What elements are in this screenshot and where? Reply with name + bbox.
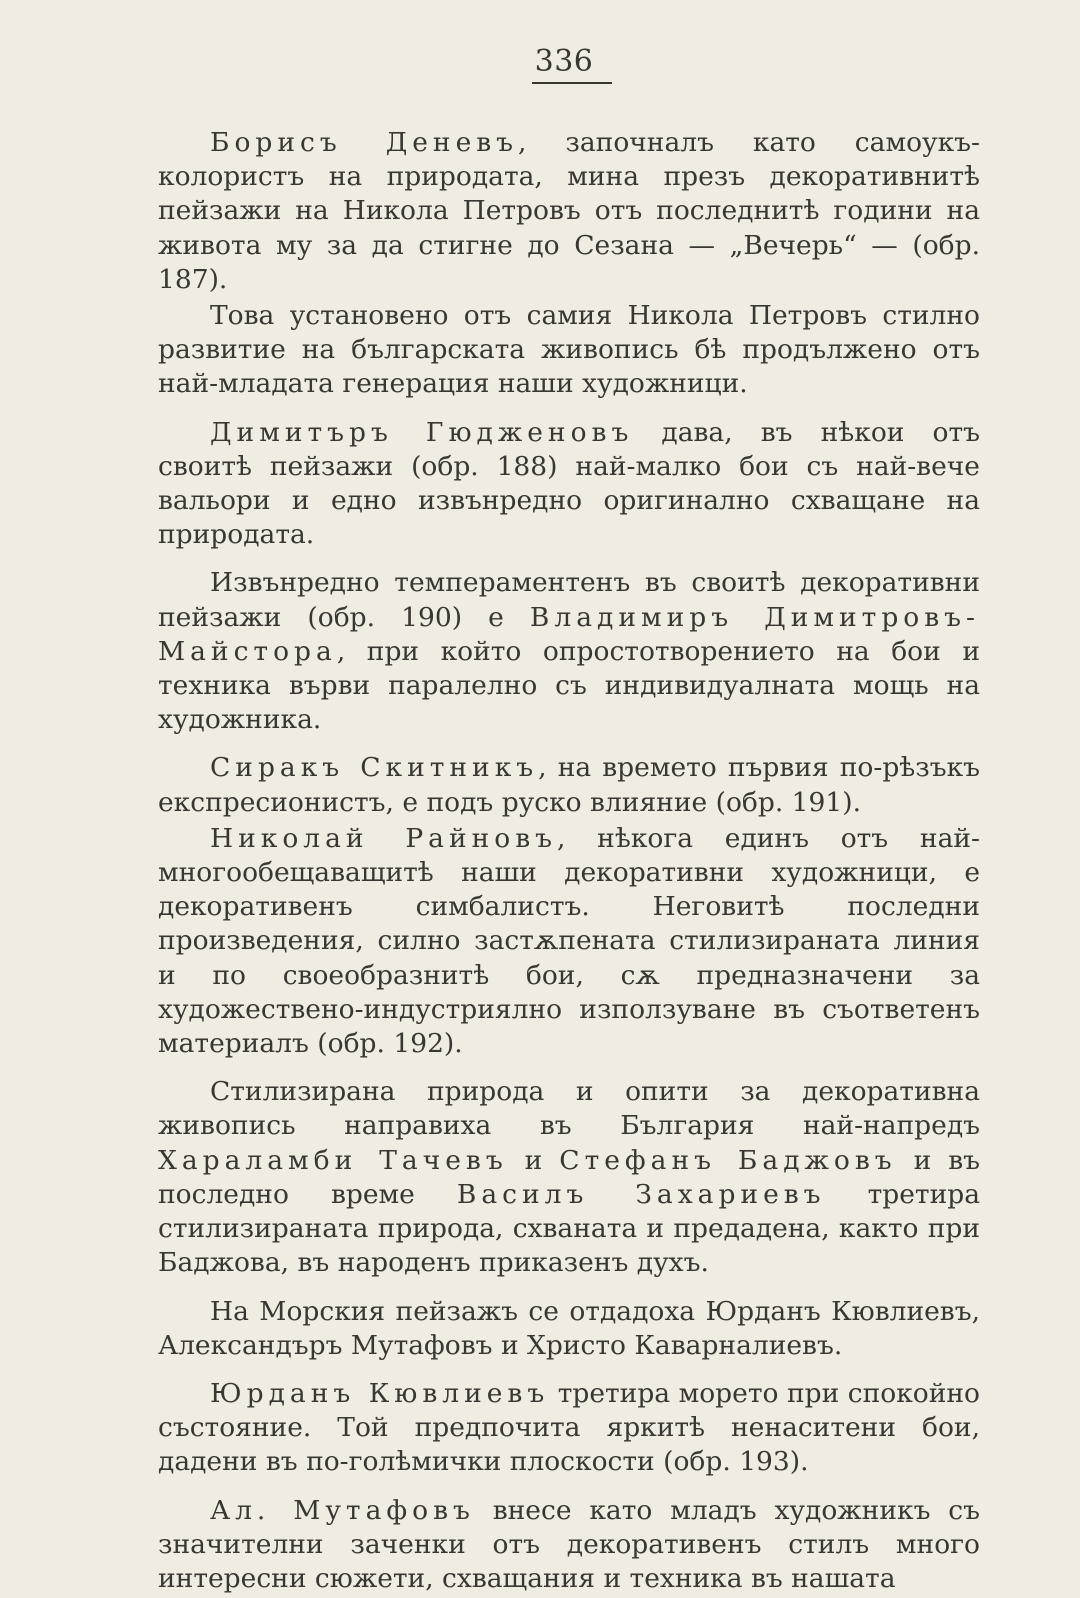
paragraph-text: , при който опростотворението на бои и техника върви паралелно съ индивидуалната мощь на художника. — [158, 635, 980, 736]
paragraph-text: третира стилизираната природа, схваната и предадена, както при Баджова, въ народенъ приказенъ духъ. — [158, 1178, 980, 1279]
paragraph-text: третира морето при спокойно състояние. Той предпочита яркитѣ ненаситени бои, дадени въ по-голѣмички плоскости (обр. 193). — [158, 1377, 980, 1478]
paragraph-text: , нѣкога единъ отъ най-многообещаващитѣ наши декоративни художници, е декоративенъ симбалистъ. Неговитѣ последни произведения, силно застѫпената стилизираната линия и по своеобразнитѣ бои, сѫ предназначени за художествено-индустриялно използуване въ съответенъ материалъ (обр. 192). — [158, 822, 980, 1060]
artist-name: Сиракъ Скитникъ — [210, 752, 539, 784]
paragraph-text: Това установено отъ самия Никола Петровъ стилно развитие на българската живопись бѣ продължено отъ най-младата генерация наши художници. — [158, 300, 980, 400]
artist-name: Юрданъ Кювлиевъ — [210, 1377, 550, 1409]
paragraph-text: На Морския пейзажъ се отдадоха Юрданъ Кювлиевъ, Александъръ Мутафовъ и Христо Каварналиевъ. — [158, 1295, 980, 1361]
paragraph — [158, 1295, 980, 1363]
paragraph — [158, 1075, 980, 1280]
page-number-underline — [532, 82, 612, 84]
paragraph — [158, 416, 980, 553]
paragraph-text: , на времето първия по-рѣзъкъ експресионистъ, е подъ руско влияние (обр. 191). — [158, 752, 980, 818]
page-number: 336 — [534, 44, 594, 79]
paragraph-text: Извънредно темпераментенъ въ своитѣ декоративни пейзажи (обр. 190) е — [158, 567, 980, 633]
artist-name: Хараламби Тачевъ — [158, 1144, 508, 1176]
artist-name: Борисъ Деневъ — [210, 127, 519, 158]
paragraph — [158, 751, 980, 819]
paragraph-text: дава, въ нѣкои отъ своитѣ пейзажи (обр. 188) най-малко бои съ най-вече вальори и едно извънредно оригинално схващане на природата. — [158, 416, 981, 551]
paragraph-text: внесе като младъ художникъ съ значителни заченки отъ декоративенъ стилъ много интересни сюжети, схващания и техника въ нашата — [158, 1494, 980, 1594]
paragraph — [158, 822, 980, 1061]
paragraph-text: , започналъ като самоукъ-колористъ на природата, мина презъ декоративнитѣ пейзажи на Никола Петровъ отъ последнитѣ години на живота му за да стигне до Сезана — „Вечерь“ — (обр. 187). — [158, 127, 980, 295]
paragraph — [158, 1377, 980, 1480]
paragraph-text: Стилизирана природа и опити за декоративна живопись направиха въ България най-напредъ — [158, 1076, 980, 1142]
artist-name: Николай Райновъ — [210, 822, 558, 854]
paragraph-text: и — [507, 1144, 560, 1176]
artist-name: Ал. Мутафовъ — [210, 1494, 475, 1526]
paragraph-text: и въ последно време — [158, 1144, 980, 1210]
artist-name: Владимиръ Димитровъ-Майстора — [158, 601, 980, 667]
paragraph — [158, 1494, 980, 1597]
paragraph — [158, 126, 980, 297]
artist-name: Стефанъ Баджовъ — [559, 1144, 897, 1176]
paragraph — [158, 299, 980, 402]
paragraph — [158, 566, 980, 737]
artist-name: Димитъръ Гюдженовъ — [210, 416, 634, 448]
artist-name: Василъ Захариевъ — [456, 1178, 826, 1210]
body-text — [158, 126, 980, 1598]
